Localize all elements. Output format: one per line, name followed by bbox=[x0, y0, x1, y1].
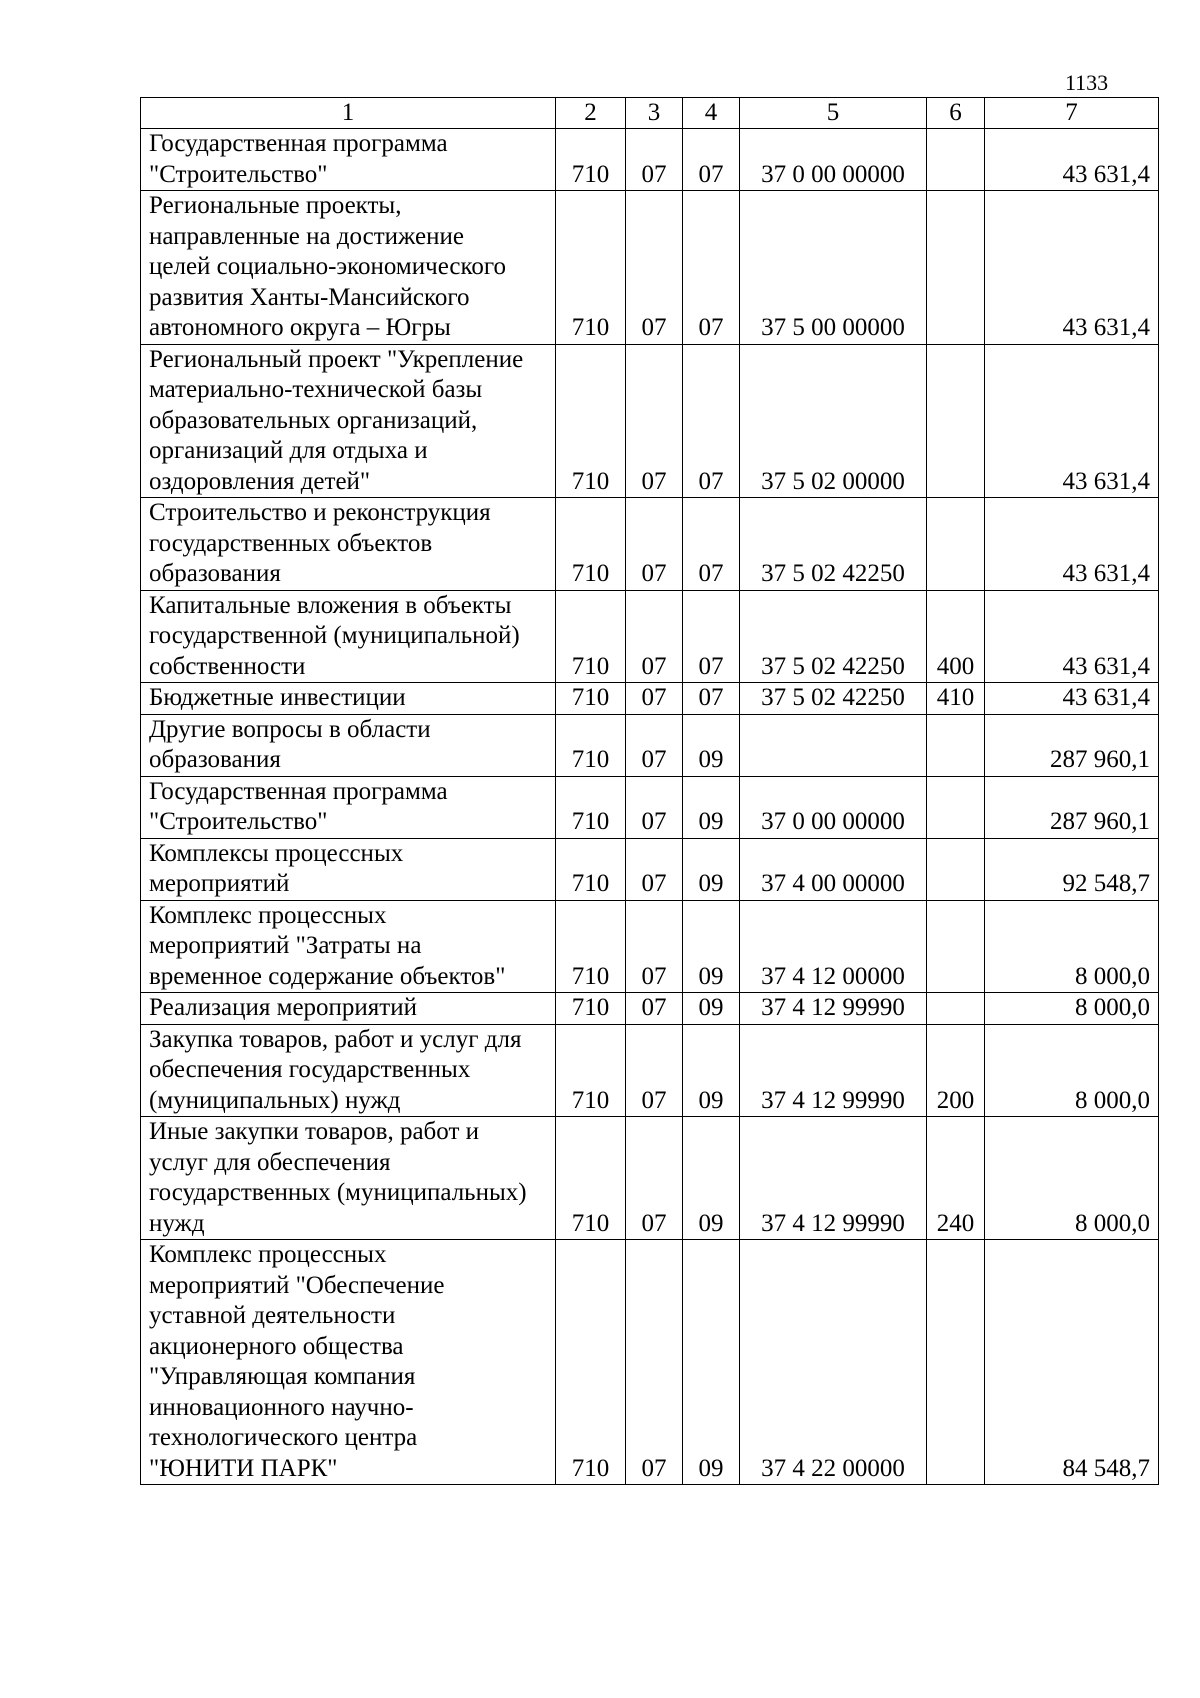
target-article-cell: 37 5 02 42250 bbox=[740, 590, 927, 683]
table-row bbox=[141, 344, 1159, 498]
item-name-line: Региональные проекты, bbox=[149, 192, 402, 219]
ministry-code-cell: 710 bbox=[556, 900, 626, 993]
item-name-line: "Строительство" bbox=[149, 808, 328, 835]
amount-cell: 287 960,1 bbox=[985, 776, 1159, 838]
expense-type-cell bbox=[927, 838, 985, 900]
item-name-line: государственной (муниципальной) bbox=[149, 622, 520, 649]
table-row bbox=[141, 714, 1159, 776]
item-name-line: образования bbox=[149, 746, 281, 773]
table-row bbox=[141, 590, 1159, 683]
item-name-line: Комплекс процессных bbox=[149, 1241, 387, 1268]
expense-type-cell: 410 bbox=[927, 683, 985, 715]
target-article-cell: 37 4 12 99990 bbox=[740, 993, 927, 1025]
amount-cell: 8 000,0 bbox=[985, 900, 1159, 993]
item-name-line: Региональный проект "Укрепление bbox=[149, 345, 524, 373]
item-name-cell bbox=[141, 1024, 556, 1117]
table-body bbox=[141, 129, 1159, 1485]
item-name-cell bbox=[141, 993, 556, 1025]
target-article-cell: 37 5 00 00000 bbox=[740, 191, 927, 345]
item-name-line: целей социально-экономического bbox=[149, 253, 507, 280]
amount-cell: 43 631,4 bbox=[985, 344, 1159, 498]
item-name-line: направленные на достижение bbox=[149, 222, 464, 250]
section-code-cell: 07 bbox=[626, 1240, 683, 1485]
expense-type-cell bbox=[927, 900, 985, 993]
subsection-code-cell: 07 bbox=[683, 590, 740, 683]
section-code-cell: 07 bbox=[626, 993, 683, 1025]
expense-type-cell bbox=[927, 191, 985, 345]
table-row bbox=[141, 1117, 1159, 1240]
item-name-cell bbox=[141, 344, 556, 498]
subsection-code-cell: 07 bbox=[683, 498, 740, 591]
table-row bbox=[141, 129, 1159, 191]
ministry-code-cell: 710 bbox=[556, 1024, 626, 1117]
item-name-cell bbox=[141, 129, 556, 191]
item-name-line: Другие вопросы в области bbox=[149, 715, 431, 743]
item-name-line: Государственная программа bbox=[149, 130, 448, 157]
amount-cell: 43 631,4 bbox=[985, 191, 1159, 345]
expense-type-cell bbox=[927, 776, 985, 838]
item-name-cell bbox=[141, 683, 556, 715]
item-name-line: государственных (муниципальных) bbox=[149, 1179, 527, 1206]
subsection-code-cell: 07 bbox=[683, 683, 740, 715]
ministry-code-cell: 710 bbox=[556, 776, 626, 838]
item-name-cell bbox=[141, 838, 556, 900]
section-code-cell: 07 bbox=[626, 344, 683, 498]
ministry-code-cell: 710 bbox=[556, 838, 626, 900]
ministry-code-cell: 710 bbox=[556, 1240, 626, 1485]
item-name-line: Комплексы процессных bbox=[149, 839, 404, 867]
section-code-cell: 07 bbox=[626, 1024, 683, 1117]
section-code-cell: 07 bbox=[626, 191, 683, 345]
expense-type-cell: 200 bbox=[927, 1024, 985, 1117]
expense-type-cell bbox=[927, 129, 985, 191]
page-number: 1133 bbox=[1065, 70, 1109, 95]
amount-cell: 43 631,4 bbox=[985, 590, 1159, 683]
section-code-cell: 07 bbox=[626, 683, 683, 715]
item-name-line: оздоровления детей" bbox=[149, 467, 371, 495]
section-code-cell: 07 bbox=[626, 498, 683, 591]
ministry-code-cell: 710 bbox=[556, 993, 626, 1025]
column-header-6: 6 bbox=[927, 98, 985, 129]
expense-type-cell: 400 bbox=[927, 590, 985, 683]
ministry-code-cell: 710 bbox=[556, 344, 626, 498]
item-name-line: Иные закупки товаров, работ и bbox=[149, 1118, 480, 1145]
expense-type-cell: 240 bbox=[927, 1117, 985, 1240]
amount-cell: 43 631,4 bbox=[985, 683, 1159, 715]
expense-type-cell bbox=[927, 1240, 985, 1485]
budget-table bbox=[140, 97, 1159, 1485]
subsection-code-cell: 09 bbox=[683, 714, 740, 776]
item-name-line: технологического центра bbox=[149, 1424, 418, 1451]
item-name-cell bbox=[141, 714, 556, 776]
item-name-cell bbox=[141, 1240, 556, 1485]
column-header-3: 3 bbox=[626, 98, 683, 129]
item-name-line: "ЮНИТИ ПАРК" bbox=[149, 1454, 338, 1482]
item-name-line: материально-технической базы bbox=[149, 376, 483, 403]
item-name-line: государственных объектов bbox=[149, 529, 433, 557]
table-row bbox=[141, 1024, 1159, 1117]
amount-cell: 84 548,7 bbox=[985, 1240, 1159, 1485]
expense-type-cell bbox=[927, 714, 985, 776]
target-article-cell: 37 5 02 42250 bbox=[740, 683, 927, 715]
item-name-line: (муниципальных) нужд bbox=[149, 1086, 401, 1114]
target-article-cell: 37 5 02 00000 bbox=[740, 344, 927, 498]
subsection-code-cell: 07 bbox=[683, 344, 740, 498]
item-name-line: инновационного научно- bbox=[149, 1393, 414, 1421]
column-header-7: 7 bbox=[985, 98, 1159, 129]
subsection-code-cell: 09 bbox=[683, 1024, 740, 1117]
item-name-line: Строительство и реконструкция bbox=[149, 499, 491, 526]
target-article-cell bbox=[740, 714, 927, 776]
item-name-line: развития Ханты-Мансийского bbox=[149, 283, 470, 311]
expense-type-cell bbox=[927, 498, 985, 591]
item-name-line: услуг для обеспечения bbox=[149, 1148, 391, 1176]
item-name-line: образования bbox=[149, 560, 281, 587]
amount-cell: 8 000,0 bbox=[985, 1117, 1159, 1240]
section-code-cell: 07 bbox=[626, 838, 683, 900]
amount-cell: 43 631,4 bbox=[985, 498, 1159, 591]
table-row bbox=[141, 191, 1159, 345]
section-code-cell: 07 bbox=[626, 1117, 683, 1240]
subsection-code-cell: 09 bbox=[683, 838, 740, 900]
column-header-2: 2 bbox=[556, 98, 626, 129]
subsection-code-cell: 09 bbox=[683, 1240, 740, 1485]
amount-cell: 287 960,1 bbox=[985, 714, 1159, 776]
target-article-cell: 37 4 00 00000 bbox=[740, 838, 927, 900]
item-name-cell bbox=[141, 776, 556, 838]
section-code-cell: 07 bbox=[626, 900, 683, 993]
table-row bbox=[141, 838, 1159, 900]
item-name-line: нужд bbox=[149, 1209, 205, 1237]
subsection-code-cell: 07 bbox=[683, 129, 740, 191]
table-row bbox=[141, 900, 1159, 993]
item-name-cell bbox=[141, 590, 556, 683]
ministry-code-cell: 710 bbox=[556, 498, 626, 591]
expense-type-cell bbox=[927, 344, 985, 498]
item-name-line: образовательных организаций, bbox=[149, 406, 478, 434]
table-row bbox=[141, 683, 1159, 715]
item-name-line: Комплекс процессных bbox=[149, 901, 387, 929]
item-name-line: "Строительство" bbox=[149, 160, 328, 188]
amount-cell: 8 000,0 bbox=[985, 993, 1159, 1025]
target-article-cell: 37 0 00 00000 bbox=[740, 776, 927, 838]
item-name-line: Государственная программа bbox=[149, 777, 448, 805]
ministry-code-cell: 710 bbox=[556, 129, 626, 191]
item-name-line: Реализация мероприятий bbox=[149, 994, 417, 1021]
column-header-1: 1 bbox=[141, 98, 556, 129]
item-name-line: автономного округа – Югры bbox=[149, 314, 451, 341]
table-row bbox=[141, 776, 1159, 838]
item-name-cell bbox=[141, 900, 556, 993]
item-name-line: организаций для отдыха и bbox=[149, 437, 428, 464]
target-article-cell: 37 0 00 00000 bbox=[740, 129, 927, 191]
item-name-line: "Управляющая компания bbox=[149, 1363, 416, 1390]
column-header-4: 4 bbox=[683, 98, 740, 129]
item-name-line: уставной деятельности bbox=[149, 1302, 396, 1329]
ministry-code-cell: 710 bbox=[556, 683, 626, 715]
item-name-line: Капитальные вложения в объекты bbox=[149, 591, 512, 619]
target-article-cell: 37 5 02 42250 bbox=[740, 498, 927, 591]
expense-type-cell bbox=[927, 993, 985, 1025]
item-name-line: временное содержание объектов" bbox=[149, 962, 506, 990]
amount-cell: 8 000,0 bbox=[985, 1024, 1159, 1117]
item-name-cell bbox=[141, 1117, 556, 1240]
ministry-code-cell: 710 bbox=[556, 1117, 626, 1240]
item-name-line: мероприятий "Обеспечение bbox=[149, 1271, 445, 1299]
ministry-code-cell: 710 bbox=[556, 714, 626, 776]
item-name-line: Бюджетные инвестиции bbox=[149, 684, 406, 711]
subsection-code-cell: 07 bbox=[683, 191, 740, 345]
item-name-cell bbox=[141, 498, 556, 591]
subsection-code-cell: 09 bbox=[683, 993, 740, 1025]
section-code-cell: 07 bbox=[626, 590, 683, 683]
column-header-5: 5 bbox=[740, 98, 927, 129]
subsection-code-cell: 09 bbox=[683, 900, 740, 993]
table-row bbox=[141, 498, 1159, 591]
section-code-cell: 07 bbox=[626, 714, 683, 776]
subsection-code-cell: 09 bbox=[683, 776, 740, 838]
section-code-cell: 07 bbox=[626, 776, 683, 838]
item-name-line: акционерного общества bbox=[149, 1332, 404, 1360]
target-article-cell: 37 4 12 99990 bbox=[740, 1024, 927, 1117]
subsection-code-cell: 09 bbox=[683, 1117, 740, 1240]
item-name-line: мероприятий "Затраты на bbox=[149, 932, 422, 959]
ministry-code-cell: 710 bbox=[556, 191, 626, 345]
section-code-cell: 07 bbox=[626, 129, 683, 191]
item-name-line: обеспечения государственных bbox=[149, 1056, 471, 1083]
item-name-line: собственности bbox=[149, 652, 306, 680]
item-name-line: мероприятий bbox=[149, 870, 290, 897]
amount-cell: 43 631,4 bbox=[985, 129, 1159, 191]
target-article-cell: 37 4 12 00000 bbox=[740, 900, 927, 993]
amount-cell: 92 548,7 bbox=[985, 838, 1159, 900]
table-header-row bbox=[141, 98, 1159, 129]
target-article-cell: 37 4 12 99990 bbox=[740, 1117, 927, 1240]
table-row bbox=[141, 993, 1159, 1025]
item-name-cell bbox=[141, 191, 556, 345]
item-name-line: Закупка товаров, работ и услуг для bbox=[149, 1025, 522, 1053]
target-article-cell: 37 4 22 00000 bbox=[740, 1240, 927, 1485]
ministry-code-cell: 710 bbox=[556, 590, 626, 683]
table-row bbox=[141, 1240, 1159, 1485]
